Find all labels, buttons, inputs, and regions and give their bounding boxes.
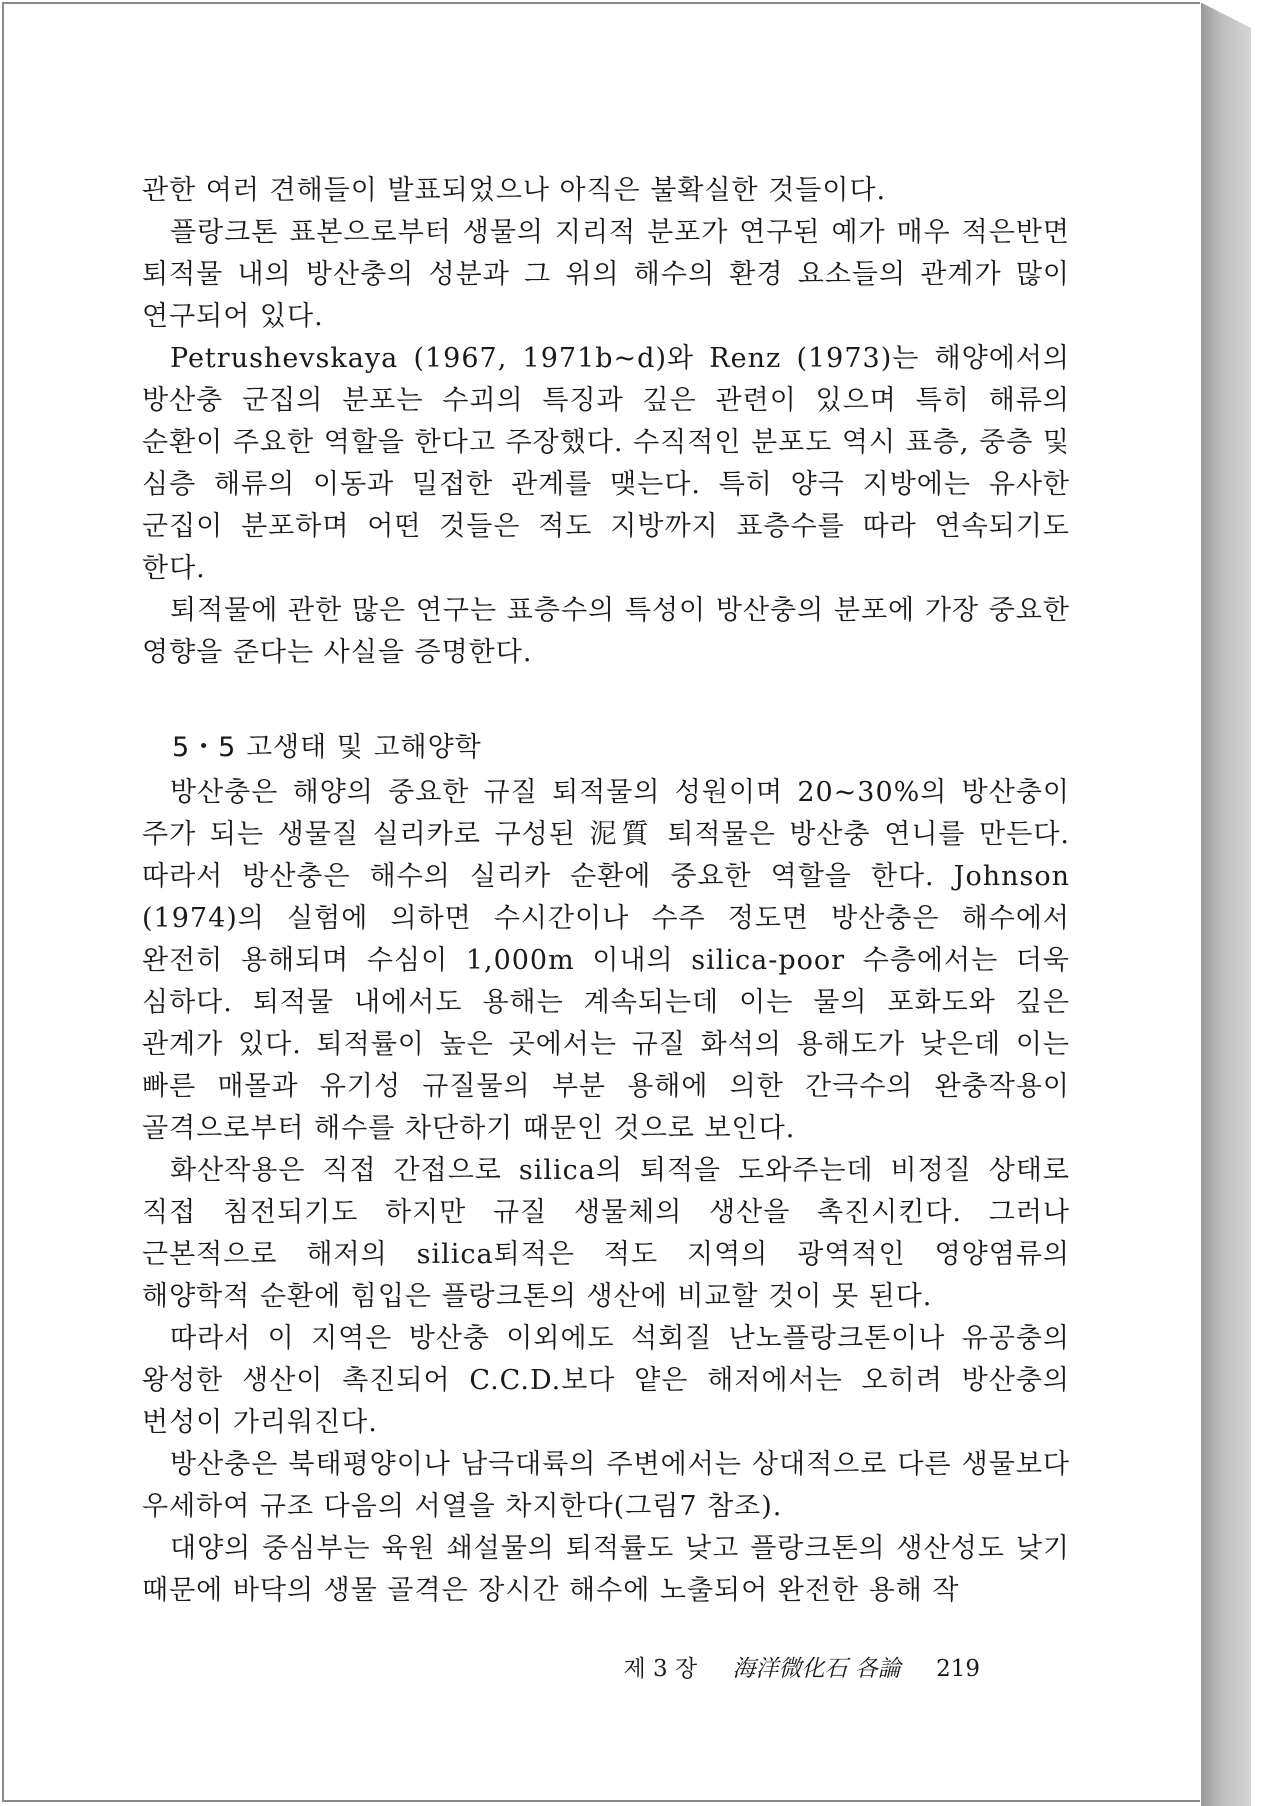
paragraph-9: 대양의 중심부는 육원 쇄설물의 퇴적률도 낮고 플랑크톤의 생산성도 낮기 때문에 바닥의 생물 골격은 장시간 해수에 노출되어 완전한 용해 작 — [142, 1533, 1070, 1606]
paragraph-2: 플랑크톤 표본으로부터 생물의 지리적 분포가 연구된 예가 매우 적은반면 퇴적물 내의 방산충의 성분과 그 위의 해수의 환경 요소들의 관계가 많이 연구되어 있다. — [142, 217, 1070, 332]
page-edge-shadow — [1201, 0, 1251, 1806]
paragraph-5: 방산충은 해양의 중요한 규질 퇴적물의 성원이며 20~30%의 방산충이 주가 되는 생물질 실리카로 구성된 泥質 퇴적물은 방산충 연니를 만든다. 따라서 방산충은 해수의 실리카 순환에 중요한 역할을 한다. Johnson (1974)의 실험에 의하면 수시간이나 수주 정도면 방산충은 해수에서 완전히 용해되며 수심이 1,000m 이내의 silica-poor 수층에서는 더욱 심하다. 퇴적물 내에서도 용해는 계속되는데 이는 물의 포화도와 깊은 관계가 있다. 퇴적률이 높은 곳에서는 규질 화석의 용해도가 낮은데 이는 빠른 매몰과 유기성 규질물의 부분 용해에 의한 간극수의 완충작용이 골격으로부터 해수를 차단하기 때문인 것으로 보인다. — [142, 777, 1070, 1144]
page-body — [142, 170, 1070, 1612]
paragraph-4: 퇴적물에 관한 많은 연구는 표층수의 특성이 방산충의 분포에 가장 중요한 영향을 준다는 사실을 증명한다. — [142, 595, 1070, 668]
footer-chapter: 제 3 장 — [623, 1656, 698, 1682]
paragraph-8: 방산충은 북태평양이나 남극대륙의 주변에서는 상대적으로 다른 생물보다 우세하여 규조 다음의 서열을 차지한다(그림7 참조). — [142, 1449, 1070, 1522]
footer-book-title: 海洋微化石 各論 — [732, 1656, 901, 1682]
page-edge-corner — [1196, 0, 1251, 28]
paragraph-3: Petrushevskaya (1967, 1971b~d)와 Renz (1973)는 해양에서의 방산충 군집의 분포는 수괴의 특징과 깊은 관련이 있으며 특히 해류의 순환이 주요한 역할을 한다고 주장했다. 수직적인 분포도 역시 표층, 중층 및 심층 해류의 이동과 밀접한 관계를 맺는다. 특히 양극 지방에는 유사한 군집이 분포하며 어떤 것들은 적도 지방까지 표층수를 따라 연속되기도 한다. — [142, 343, 1070, 584]
paragraph-1: 관한 여러 견해들이 발표되었으나 아직은 불확실한 것들이다. — [142, 175, 887, 206]
page-footer — [623, 1650, 980, 1683]
paragraph-7: 따라서 이 지역은 방산충 이외에도 석회질 난노플랑크톤이나 유공충의 왕성한 생산이 촉진되어 C.C.D.보다 얕은 해저에서는 오히려 방산충의 번성이 가리워진다. — [142, 1323, 1070, 1438]
paragraph-6: 화산작용은 직접 간접으로 silica의 퇴적을 도와주는데 비정질 상태로 직접 침전되기도 하지만 규질 생물체의 생산을 촉진시킨다. 그러나 근본적으로 해저의 silica퇴적은 적도 지역의 광역적인 영양염류의 해양학적 순환에 힘입은 플랑크톤의 생산에 비교할 것이 못 된다. — [142, 1155, 1070, 1312]
section-heading: 5・5 고생태 및 고해양학 — [172, 732, 482, 763]
page-number: 219 — [936, 1656, 980, 1682]
book-page — [2, 2, 1200, 1802]
